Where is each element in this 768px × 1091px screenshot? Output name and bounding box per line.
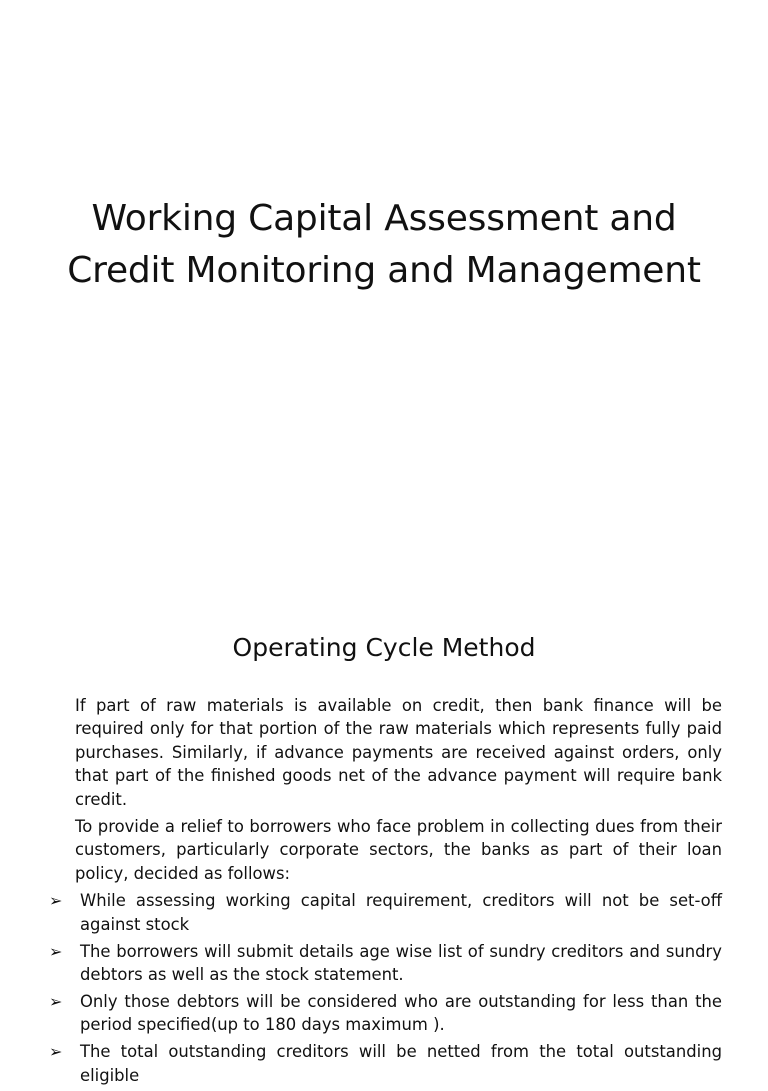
title-line: Working Capital Assessment and	[91, 198, 677, 239]
title-line: Credit Monitoring and Management	[67, 250, 701, 291]
list-item	[49, 990, 722, 1037]
arrow-bullet-icon: ➢	[49, 1042, 63, 1062]
list-item	[49, 940, 722, 987]
paragraph: To provide a relief to borrowers who face problem in collecting dues from their customers, particularly corporate sectors, the banks as part of their loan policy, decided as follows:	[75, 817, 722, 883]
arrow-bullet-icon: ➢	[49, 891, 63, 911]
slide-heading: Operating Cycle Method	[232, 633, 536, 662]
list-item	[49, 889, 722, 936]
arrow-bullet-icon: ➢	[49, 941, 63, 961]
slide-body	[49, 694, 722, 1091]
arrow-bullet-icon: ➢	[49, 991, 63, 1011]
bullet-text: The total outstanding creditors will be netted from the total outstanding eligible	[80, 1042, 722, 1085]
bullet-text: The borrowers will submit details age wise list of sundry creditors and sundry debtors as well as the stock statement.	[80, 941, 722, 984]
presentation-title	[0, 193, 768, 297]
bullet-text: Only those debtors will be considered who are outstanding for less than the period specified(up to 180 days maximum ).	[80, 991, 722, 1035]
bullet-list	[49, 889, 722, 1087]
paragraph: If part of raw materials is available on credit, then bank finance will be required only for that portion of the raw materials which represents fully paid purchases. Similarly, if advance payments are received against orders, only that part of the finished goods net of the advance payment will require bank credit.	[75, 696, 722, 809]
content-slide	[0, 576, 768, 1085]
bullet-text: While assessing working capital requirement, creditors will not be set-off against stock	[80, 891, 722, 934]
list-item	[49, 1040, 722, 1087]
